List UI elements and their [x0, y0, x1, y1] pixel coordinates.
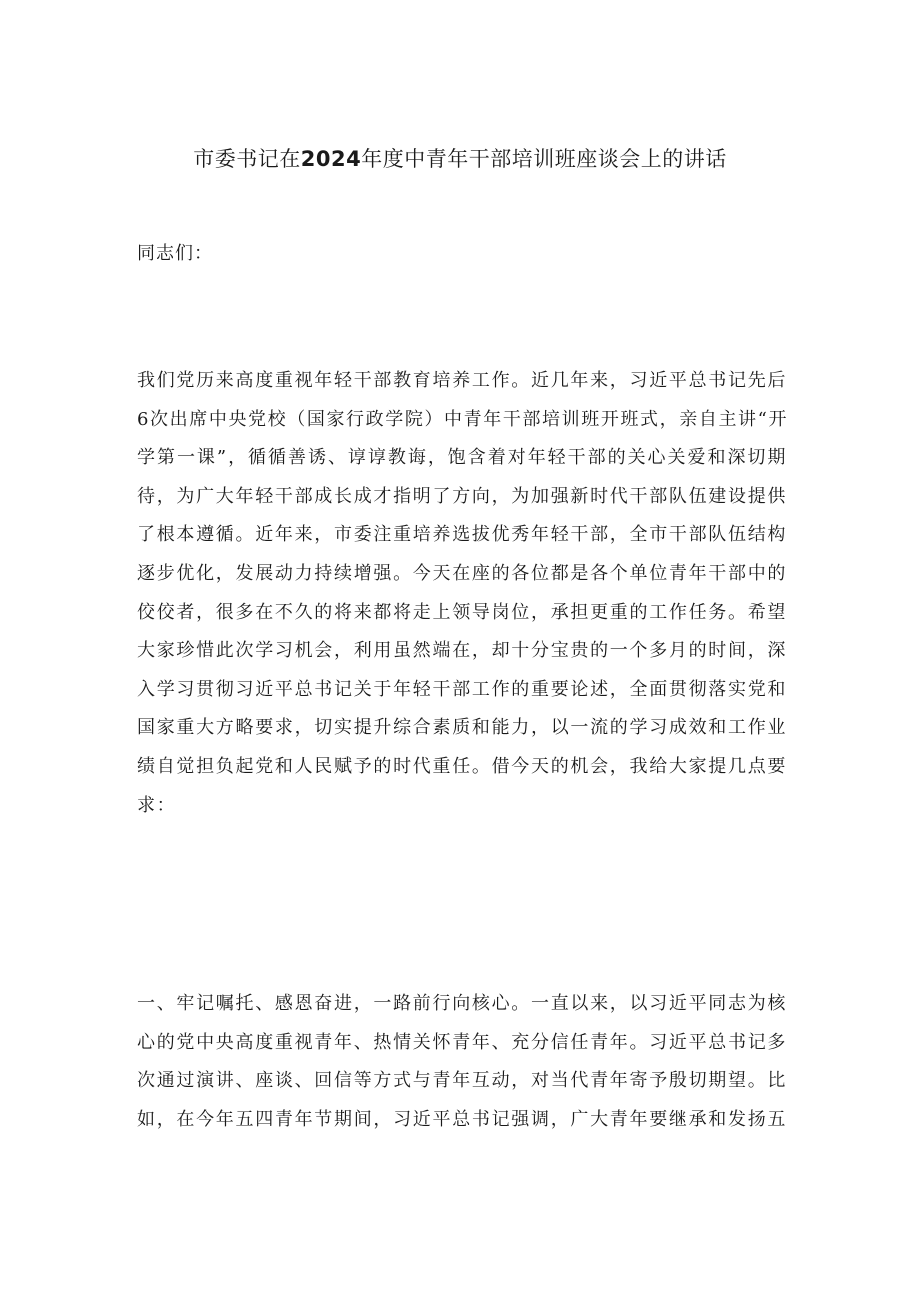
paragraph-line: 次通过演讲、座谈、回信等方式与青年互动，对当代青年寄予殷切期望。比 [137, 1070, 787, 1092]
title-year: 2024 [300, 147, 362, 171]
paragraph-line: 心的党中央高度重视青年、热情关怀青年、充分信任青年。习近平总书记多 [137, 1031, 787, 1053]
paragraph-line: 国家重大方略要求，切实提升综合素质和能力，以一流的学习成效和工作业 [137, 717, 787, 739]
paragraph-line: 如，在今年五四青年节期间，习近平总书记强调，广大青年要继承和发扬五 [137, 1108, 787, 1130]
salutation: 同志们： [137, 243, 213, 264]
paragraph-line: 求： [137, 794, 177, 816]
paragraph-line: 我们党历来高度重视年轻干部教育培养工作。近几年来，习近平总书记先后 [137, 370, 787, 391]
paragraph-line: 6次出席中央党校（国家行政学院）中青年干部培训班开班式，亲自主讲“开 [137, 408, 789, 430]
paragraph-section-one [137, 985, 787, 1139]
paragraph-line: 待，为广大年轻干部成长成才指明了方向，为加强新时代干部队伍建设提供 [137, 485, 787, 507]
paragraph-line: 学第一课”，循循善诱、谆谆教诲，饱含着对年轻干部的关心关爱和深切期 [137, 447, 787, 469]
title-suffix: 年度中青年干部培训班座谈会上的讲话 [361, 147, 727, 171]
paragraph-intro [137, 362, 787, 825]
paragraph-line: 入学习贯彻习近平总书记关于年轻干部工作的重要论述，全面贯彻落实党和 [137, 678, 787, 700]
paragraph-line: 逐步优化，发展动力持续增强。今天在座的各位都是各个单位青年干部中的 [137, 562, 787, 584]
document-title [100, 143, 820, 175]
paragraph-line: 绩自觉担负起党和人民赋予的时代重任。借今天的机会，我给大家提几点要 [137, 755, 787, 777]
paragraph-line: 佼佼者，很多在不久的将来都将走上领导岗位，承担更重的工作任务。希望 [137, 601, 787, 623]
title-prefix: 市委书记在 [193, 147, 301, 171]
paragraph-line: 一、牢记嘱托、感恩奋进，一路前行向核心。一直以来，以习近平同志为核 [137, 993, 787, 1014]
paragraph-line: 了根本遵循。近年来，市委注重培养选拔优秀年轻干部，全市干部队伍结构 [137, 524, 787, 546]
paragraph-line: 大家珍惜此次学习机会，利用虽然端在，却十分宝贵的一个多月的时间，深 [137, 640, 787, 662]
